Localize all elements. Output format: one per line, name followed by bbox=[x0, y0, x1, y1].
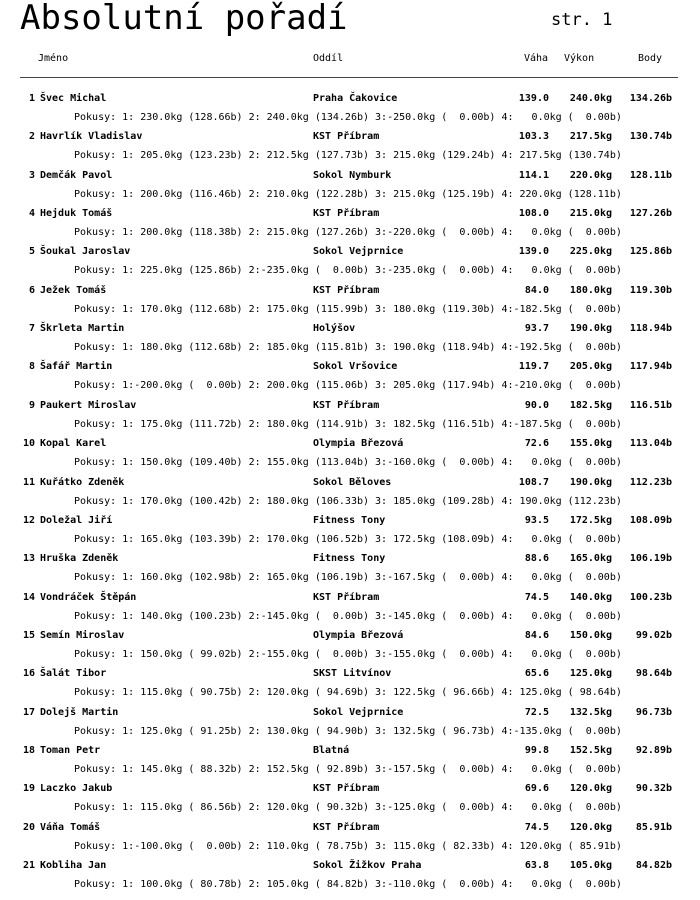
attempts-row bbox=[0, 419, 700, 437]
athlete-row bbox=[0, 170, 700, 188]
athlete-club: KST Příbram bbox=[313, 822, 380, 833]
athlete-row bbox=[0, 208, 700, 226]
attempts-row bbox=[0, 534, 700, 552]
athlete-rank: 17 bbox=[22, 707, 35, 718]
athlete-club: KST Příbram bbox=[313, 783, 380, 794]
athlete-club: Holýšov bbox=[313, 323, 356, 334]
attempts-row bbox=[0, 611, 700, 629]
attempts-text: Pokusy: 1: 160.0kg (102.98b) 2: 165.0kg (106.19b) 3:-167.5kg ( 0.00b) 4: 0.0kg ( 0.00b) bbox=[74, 572, 622, 583]
athlete-club: KST Příbram bbox=[313, 400, 380, 411]
attempts-text: Pokusy: 1: 165.0kg (103.39b) 2: 170.0kg (106.52b) 3: 172.5kg (108.09b) 4: 0.0kg ( 0.00b) bbox=[74, 534, 622, 545]
athlete-points: 134.26b bbox=[629, 93, 672, 104]
athlete-weight: 74.5 bbox=[524, 822, 549, 833]
athlete-total: 125.0kg bbox=[569, 668, 612, 679]
athlete-name: Havrlík Vladislav bbox=[40, 131, 143, 142]
athlete-total: 215.0kg bbox=[569, 208, 612, 219]
athlete-name: Toman Petr bbox=[40, 745, 101, 756]
athlete-points: 96.73b bbox=[635, 707, 672, 718]
athlete-points: 90.32b bbox=[635, 783, 672, 794]
athlete-points: 113.04b bbox=[629, 438, 672, 449]
attempts-text: Pokusy: 1: 100.0kg ( 80.78b) 2: 105.0kg ( 84.82b) 3:-110.0kg ( 0.00b) 4: 0.0kg ( 0.00b) bbox=[74, 879, 622, 890]
attempts-row bbox=[0, 457, 700, 475]
attempts-text: Pokusy: 1: 225.0kg (125.86b) 2:-235.0kg ( 0.00b) 3:-235.0kg ( 0.00b) 4: 0.0kg ( 0.00b) bbox=[74, 265, 622, 276]
attempts-text: Pokusy: 1: 150.0kg (109.40b) 2: 155.0kg (113.04b) 3:-160.0kg ( 0.00b) 4: 0.0kg ( 0.00b) bbox=[74, 457, 622, 468]
athlete-weight: 108.0 bbox=[518, 208, 549, 219]
athlete-total: 190.0kg bbox=[569, 323, 612, 334]
athlete-row bbox=[0, 361, 700, 379]
athlete-rank: 11 bbox=[22, 477, 35, 488]
athlete-name: Váňa Tomáš bbox=[40, 822, 101, 833]
column-header-points: Body bbox=[638, 53, 663, 64]
athlete-total: 165.0kg bbox=[569, 553, 612, 564]
athlete-points: 98.64b bbox=[635, 668, 672, 679]
attempts-row bbox=[0, 150, 700, 168]
athlete-club: KST Příbram bbox=[313, 131, 380, 142]
athlete-name: Doležal Jiří bbox=[40, 515, 113, 526]
athlete-row bbox=[0, 630, 700, 648]
athlete-rank: 19 bbox=[22, 783, 35, 794]
athlete-row bbox=[0, 553, 700, 571]
athlete-points: 108.09b bbox=[629, 515, 672, 526]
attempts-text: Pokusy: 1: 205.0kg (123.23b) 2: 212.5kg (127.73b) 3: 215.0kg (129.24b) 4: 217.5kg (130.74b) bbox=[74, 150, 622, 161]
athlete-total: 152.5kg bbox=[569, 745, 612, 756]
attempts-text: Pokusy: 1: 145.0kg ( 88.32b) 2: 152.5kg ( 92.89b) 3:-157.5kg ( 0.00b) 4: 0.0kg ( 0.00b) bbox=[74, 764, 622, 775]
athlete-rank: 16 bbox=[22, 668, 35, 679]
athlete-rank: 15 bbox=[22, 630, 35, 641]
athlete-total: 120.0kg bbox=[569, 783, 612, 794]
athlete-name: Švec Michal bbox=[40, 93, 107, 104]
athlete-weight: 99.8 bbox=[524, 745, 549, 756]
attempts-text: Pokusy: 1: 115.0kg ( 90.75b) 2: 120.0kg ( 94.69b) 3: 122.5kg ( 96.66b) 4: 125.0kg ( 98.64b) bbox=[74, 687, 622, 698]
attempts-text: Pokusy: 1: 230.0kg (128.66b) 2: 240.0kg (134.26b) 3:-250.0kg ( 0.00b) 4: 0.0kg ( 0.00b) bbox=[74, 112, 622, 123]
athlete-row bbox=[0, 93, 700, 111]
athlete-row bbox=[0, 131, 700, 149]
attempts-row bbox=[0, 879, 700, 897]
athlete-club: Fitness Tony bbox=[313, 553, 386, 564]
athlete-weight: 84.0 bbox=[524, 285, 549, 296]
athlete-weight: 63.8 bbox=[524, 860, 549, 871]
athlete-weight: 119.7 bbox=[518, 361, 549, 372]
athlete-club: Sokol Žižkov Praha bbox=[313, 860, 422, 871]
attempts-row bbox=[0, 380, 700, 398]
athlete-points: 118.94b bbox=[629, 323, 672, 334]
athlete-rank: 6 bbox=[28, 285, 35, 296]
athlete-row bbox=[0, 400, 700, 418]
athlete-total: 120.0kg bbox=[569, 822, 612, 833]
attempts-text: Pokusy: 1: 200.0kg (116.46b) 2: 210.0kg (122.28b) 3: 215.0kg (125.19b) 4: 220.0kg (128.11b) bbox=[74, 189, 622, 200]
athlete-club: Olympia Březová bbox=[313, 438, 404, 449]
athlete-total: 190.0kg bbox=[569, 477, 612, 488]
athlete-rank: 14 bbox=[22, 592, 35, 603]
attempts-text: Pokusy: 1: 140.0kg (100.23b) 2:-145.0kg ( 0.00b) 3:-145.0kg ( 0.00b) 4: 0.0kg ( 0.00b) bbox=[74, 611, 622, 622]
athlete-club: Sokol Běloves bbox=[313, 477, 392, 488]
athlete-weight: 72.6 bbox=[524, 438, 549, 449]
athlete-weight: 93.7 bbox=[524, 323, 549, 334]
athlete-name: Kuřátko Zdeněk bbox=[40, 477, 125, 488]
attempts-row bbox=[0, 304, 700, 322]
athlete-rank: 4 bbox=[28, 208, 35, 219]
attempts-row bbox=[0, 265, 700, 283]
attempts-row bbox=[0, 841, 700, 859]
attempts-row bbox=[0, 112, 700, 130]
column-header-performance: Výkon bbox=[564, 53, 595, 64]
athlete-points: 116.51b bbox=[629, 400, 672, 411]
athlete-club: Sokol Vejprnice bbox=[313, 246, 404, 257]
athlete-club: Fitness Tony bbox=[313, 515, 386, 526]
athlete-row bbox=[0, 822, 700, 840]
athlete-rank: 8 bbox=[28, 361, 35, 372]
attempts-text: Pokusy: 1: 200.0kg (118.38b) 2: 215.0kg (127.26b) 3:-220.0kg ( 0.00b) 4: 0.0kg ( 0.00b) bbox=[74, 227, 622, 238]
athlete-weight: 114.1 bbox=[518, 170, 549, 181]
athlete-name: Šoukal Jaroslav bbox=[40, 246, 131, 257]
attempts-text: Pokusy: 1: 115.0kg ( 86.56b) 2: 120.0kg ( 90.32b) 3:-125.0kg ( 0.00b) 4: 0.0kg ( 0.00b) bbox=[74, 802, 622, 813]
athlete-name: Kobliha Jan bbox=[40, 860, 107, 871]
athlete-name: Vondráček Štěpán bbox=[40, 592, 137, 603]
athlete-row bbox=[0, 515, 700, 533]
athlete-total: 225.0kg bbox=[569, 246, 612, 257]
athlete-name: Šalát Tibor bbox=[40, 668, 107, 679]
athlete-club: Praha Čakovice bbox=[313, 93, 398, 104]
athlete-name: Hruška Zdeněk bbox=[40, 553, 119, 564]
header-divider bbox=[20, 77, 678, 78]
athlete-rank: 10 bbox=[22, 438, 35, 449]
athlete-row bbox=[0, 783, 700, 801]
athlete-rank: 18 bbox=[22, 745, 35, 756]
attempts-row bbox=[0, 687, 700, 705]
athlete-row bbox=[0, 668, 700, 686]
athlete-name: Paukert Miroslav bbox=[40, 400, 137, 411]
athlete-name: Demčák Pavol bbox=[40, 170, 113, 181]
attempts-row bbox=[0, 764, 700, 782]
athlete-total: 140.0kg bbox=[569, 592, 612, 603]
athlete-weight: 139.0 bbox=[518, 93, 549, 104]
athlete-club: KST Příbram bbox=[313, 285, 380, 296]
athlete-rank: 13 bbox=[22, 553, 35, 564]
athlete-row bbox=[0, 860, 700, 878]
athlete-club: Sokol Vejprnice bbox=[313, 707, 404, 718]
athlete-name: Kopal Karel bbox=[40, 438, 107, 449]
attempts-row bbox=[0, 227, 700, 245]
athlete-row bbox=[0, 707, 700, 725]
athlete-weight: 74.5 bbox=[524, 592, 549, 603]
athlete-club: SKST Litvínov bbox=[313, 668, 392, 679]
athlete-name: Škrleta Martin bbox=[40, 323, 125, 334]
attempts-row bbox=[0, 649, 700, 667]
athlete-points: 85.91b bbox=[635, 822, 672, 833]
athlete-points: 100.23b bbox=[629, 592, 672, 603]
attempts-row bbox=[0, 802, 700, 820]
athlete-name: Dolejš Martin bbox=[40, 707, 119, 718]
attempts-text: Pokusy: 1: 180.0kg (112.68b) 2: 185.0kg (115.81b) 3: 190.0kg (118.94b) 4:-192.5kg ( 0.00b) bbox=[74, 342, 622, 353]
athlete-rank: 7 bbox=[28, 323, 35, 334]
athlete-total: 205.0kg bbox=[569, 361, 612, 372]
athlete-rank: 12 bbox=[22, 515, 35, 526]
athlete-weight: 72.5 bbox=[524, 707, 549, 718]
athlete-weight: 90.0 bbox=[524, 400, 549, 411]
athlete-points: 119.30b bbox=[629, 285, 672, 296]
page-title: Absolutní pořadí bbox=[20, 0, 348, 38]
athlete-points: 92.89b bbox=[635, 745, 672, 756]
athlete-points: 112.23b bbox=[629, 477, 672, 488]
athlete-row bbox=[0, 592, 700, 610]
athlete-row bbox=[0, 246, 700, 264]
athlete-rank: 9 bbox=[28, 400, 35, 411]
athlete-total: 217.5kg bbox=[569, 131, 612, 142]
athlete-points: 117.94b bbox=[629, 361, 672, 372]
attempts-row bbox=[0, 189, 700, 207]
attempts-text: Pokusy: 1:-100.0kg ( 0.00b) 2: 110.0kg ( 78.75b) 3: 115.0kg ( 82.33b) 4: 120.0kg ( 85.91b) bbox=[74, 841, 622, 852]
athlete-points: 84.82b bbox=[635, 860, 672, 871]
attempts-row bbox=[0, 572, 700, 590]
athlete-weight: 65.6 bbox=[524, 668, 549, 679]
page-number: str. 1 bbox=[551, 10, 613, 30]
athlete-rank: 21 bbox=[22, 860, 35, 871]
athlete-club: Sokol Nymburk bbox=[313, 170, 392, 181]
athlete-club: KST Příbram bbox=[313, 208, 380, 219]
athlete-total: 132.5kg bbox=[569, 707, 612, 718]
athlete-name: Šafář Martin bbox=[40, 361, 113, 372]
attempts-row bbox=[0, 496, 700, 514]
athlete-club: KST Příbram bbox=[313, 592, 380, 603]
athlete-total: 182.5kg bbox=[569, 400, 612, 411]
athlete-points: 130.74b bbox=[629, 131, 672, 142]
athlete-points: 106.19b bbox=[629, 553, 672, 564]
athlete-total: 180.0kg bbox=[569, 285, 612, 296]
athlete-row bbox=[0, 285, 700, 303]
attempts-text: Pokusy: 1: 170.0kg (100.42b) 2: 180.0kg (106.33b) 3: 185.0kg (109.28b) 4: 190.0kg (112.23b) bbox=[74, 496, 622, 507]
athlete-weight: 69.6 bbox=[524, 783, 549, 794]
athlete-rank: 3 bbox=[28, 170, 35, 181]
athlete-weight: 103.3 bbox=[518, 131, 549, 142]
athlete-row bbox=[0, 745, 700, 763]
athlete-rank: 5 bbox=[28, 246, 35, 257]
athlete-points: 128.11b bbox=[629, 170, 672, 181]
column-header-name: Jméno bbox=[38, 53, 69, 64]
athlete-row bbox=[0, 438, 700, 456]
athlete-total: 155.0kg bbox=[569, 438, 612, 449]
athlete-weight: 139.0 bbox=[518, 246, 549, 257]
athlete-club: Olympia Březová bbox=[313, 630, 404, 641]
column-header-club: Oddíl bbox=[313, 53, 344, 64]
athlete-weight: 108.7 bbox=[518, 477, 549, 488]
athlete-weight: 88.6 bbox=[524, 553, 549, 564]
attempts-text: Pokusy: 1: 175.0kg (111.72b) 2: 180.0kg (114.91b) 3: 182.5kg (116.51b) 4:-187.5kg ( 0.00b) bbox=[74, 419, 622, 430]
athlete-total: 150.0kg bbox=[569, 630, 612, 641]
athlete-name: Hejduk Tomáš bbox=[40, 208, 113, 219]
column-header-weight: Váha bbox=[524, 53, 549, 64]
athlete-total: 105.0kg bbox=[569, 860, 612, 871]
athlete-weight: 84.6 bbox=[524, 630, 549, 641]
athlete-name: Laczko Jakub bbox=[40, 783, 113, 794]
athlete-total: 172.5kg bbox=[569, 515, 612, 526]
attempts-row bbox=[0, 342, 700, 360]
athlete-name: Ježek Tomáš bbox=[40, 285, 107, 296]
athlete-points: 125.86b bbox=[629, 246, 672, 257]
athlete-points: 99.02b bbox=[635, 630, 672, 641]
attempts-text: Pokusy: 1: 125.0kg ( 91.25b) 2: 130.0kg ( 94.90b) 3: 132.5kg ( 96.73b) 4:-135.0kg ( 0.00b) bbox=[74, 726, 622, 737]
athlete-club: Blatná bbox=[313, 745, 350, 756]
athlete-name: Semín Miroslav bbox=[40, 630, 125, 641]
athlete-weight: 93.5 bbox=[524, 515, 549, 526]
athlete-points: 127.26b bbox=[629, 208, 672, 219]
attempts-row bbox=[0, 726, 700, 744]
athlete-rank: 20 bbox=[22, 822, 35, 833]
athlete-rank: 1 bbox=[28, 93, 35, 104]
athlete-total: 240.0kg bbox=[569, 93, 612, 104]
attempts-text: Pokusy: 1: 170.0kg (112.68b) 2: 175.0kg (115.99b) 3: 180.0kg (119.30b) 4:-182.5kg ( 0.00b) bbox=[74, 304, 622, 315]
athlete-row bbox=[0, 323, 700, 341]
attempts-text: Pokusy: 1: 150.0kg ( 99.02b) 2:-155.0kg ( 0.00b) 3:-155.0kg ( 0.00b) 4: 0.0kg ( 0.00b) bbox=[74, 649, 622, 660]
athlete-rank: 2 bbox=[28, 131, 35, 142]
athlete-club: Sokol Vršovice bbox=[313, 361, 398, 372]
athlete-row bbox=[0, 477, 700, 495]
attempts-text: Pokusy: 1:-200.0kg ( 0.00b) 2: 200.0kg (115.06b) 3: 205.0kg (117.94b) 4:-210.0kg ( 0.00b) bbox=[74, 380, 622, 391]
athlete-total: 220.0kg bbox=[569, 170, 612, 181]
